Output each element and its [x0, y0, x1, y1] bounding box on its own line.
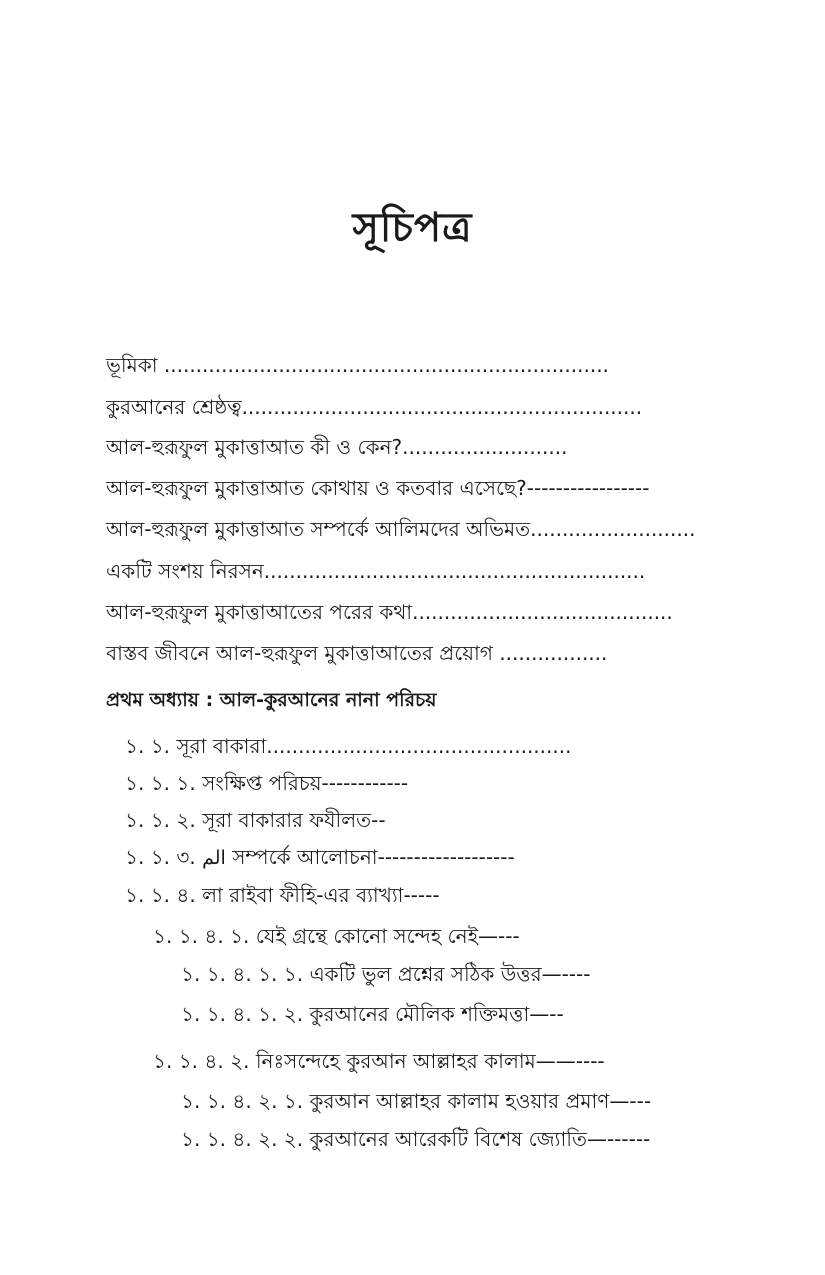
toc-leader: —---: [609, 1089, 652, 1113]
toc-entry-title: বাস্তব জীবনে আল-হুরূফুল মুকাত্তাআতের প্রয়োগ: [106, 641, 493, 665]
toc-entry-title: একটি সংশয় নিরসন: [106, 559, 264, 583]
toc-entry-1-1-4-1-2[interactable]: [181, 999, 564, 1029]
toc-entry-title: লা রাইবা ফীহি-এর ব্যাখ্যা: [202, 883, 404, 907]
toc-entry-title: কুরআনের মৌলিক শক্তিমত্তা: [309, 1002, 530, 1026]
toc-entry-number: ১. ১. ৪. ১.: [153, 924, 250, 948]
toc-leader: —---: [478, 924, 520, 948]
toc-leader: ............................................................: [263, 559, 646, 583]
toc-entry-title: সম্পর্কে আলোচনা: [232, 845, 378, 869]
toc-entry-title: একটি ভুল প্রশ্নের সঠিক উত্তর: [309, 962, 542, 986]
toc-leader: ------------: [321, 771, 409, 795]
toc-entry-number: ১. ১. ৪. ২.: [153, 1049, 250, 1073]
toc-entry-title: সূরা বাকারা: [176, 734, 267, 758]
toc-leader: -----: [403, 883, 440, 907]
toc-leader: —--: [529, 1002, 564, 1026]
toc-entry-title: যেই গ্রন্থে কোনো সন্দেহ নেই: [255, 924, 479, 948]
toc-entry-practical-application[interactable]: [106, 638, 607, 668]
toc-entry-title: কুরআনের আরেকটি বিশেষ জ্যোতি: [309, 1127, 587, 1151]
toc-entry-scholars-opinion[interactable]: [106, 514, 695, 544]
toc-entry-title: ভূমিকা: [106, 353, 158, 377]
arabic-letters: الم: [202, 847, 226, 869]
toc-entry-quran-excellence[interactable]: [106, 392, 642, 422]
toc-entry-title: নিঃসন্দেহে কুরআন আল্লাহর কালাম: [255, 1049, 536, 1073]
toc-leader: .........................................: [412, 600, 673, 624]
toc-entry-preface[interactable]: [106, 350, 609, 380]
toc-entry-number: ১. ১. ২.: [125, 808, 196, 832]
toc-entry-1-1-1[interactable]: [125, 768, 408, 798]
toc-entry-1-1-4-1[interactable]: [153, 921, 520, 951]
toc-leader: —------: [586, 1127, 651, 1151]
toc-entry-1-1-4-2-1[interactable]: [181, 1086, 651, 1116]
toc-entry-title: কুরআনের শ্রেষ্ঠত্ব: [106, 395, 242, 419]
toc-entry-number: ১. ১. ৪. ১. ১.: [181, 962, 304, 986]
toc-entry-title: আল-হুরূফুল মুকাত্তাআতের পরের কথা: [106, 600, 413, 624]
toc-entry-number: ১. ১. ৪.: [125, 883, 196, 907]
toc-leader: -------------------: [377, 845, 515, 869]
toc-entry-1-1-2[interactable]: [125, 805, 386, 835]
chapter-heading: প্রথম অধ্যায় : আল-কুরআনের নানা পরিচয়: [106, 689, 437, 711]
toc-leader: —----: [541, 962, 591, 986]
toc-entry-number: ১. ১.: [125, 734, 171, 758]
toc-entry-1-1-4-1-1[interactable]: [181, 959, 590, 989]
toc-entry-title: আল-হুরূফুল মুকাত্তাআত সম্পর্কে আলিমদের অভিমত: [106, 517, 531, 541]
toc-entry-number: ১. ১. ৪. ২. ১.: [181, 1089, 304, 1113]
toc-entry-title: আল-হুরূফুল মুকাত্তাআত কোথায় ও কতবার এসেছে?: [106, 476, 527, 500]
toc-entry-title: সংক্ষিপ্ত পরিচয়: [202, 771, 322, 795]
toc-entry-number: ১. ১. ৪. ২. ২.: [181, 1127, 304, 1151]
toc-entry-1-1-4[interactable]: [125, 880, 440, 910]
toc-entry-doubt-resolution[interactable]: [106, 556, 645, 586]
toc-entry-number: ১. ১. ৩.: [125, 845, 196, 869]
toc-entry-1-1-3[interactable]: [125, 842, 515, 873]
toc-leader: .................: [492, 641, 608, 665]
toc-entry-what-and-why[interactable]: [106, 432, 567, 462]
toc-entry-1-1-4-2[interactable]: [153, 1046, 605, 1076]
page-title: সূচিপত্র: [352, 205, 473, 251]
toc-entry-title: কুরআন আল্লাহর কালাম হওয়ার প্রমাণ: [309, 1089, 610, 1113]
toc-leader: ..........................: [530, 517, 696, 541]
toc-entry-1-1[interactable]: [125, 731, 571, 761]
toc-leader: ——----: [535, 1049, 605, 1073]
toc-entry-where-and-how-many[interactable]: [106, 473, 649, 503]
toc-entry-number: ১. ১. ৪. ১. ২.: [181, 1002, 304, 1026]
toc-leader: ...............................................................: [241, 395, 643, 419]
toc-leader: -----------------: [526, 476, 650, 500]
toc-entry-1-1-4-2-2[interactable]: [181, 1124, 650, 1154]
toc-leader: --: [371, 808, 386, 832]
toc-leader: ................................................: [266, 734, 572, 758]
toc-entry-number: ১. ১. ১.: [125, 771, 196, 795]
toc-entry-title: আল-হুরূফুল মুকাত্তাআত কী ও কেন?: [106, 435, 403, 459]
toc-entry-title: সূরা বাকারার ফযীলত: [202, 808, 372, 832]
toc-leader: ......................................................................: [157, 353, 609, 377]
toc-entry-afterword[interactable]: [106, 597, 673, 627]
toc-leader: ..........................: [402, 435, 568, 459]
